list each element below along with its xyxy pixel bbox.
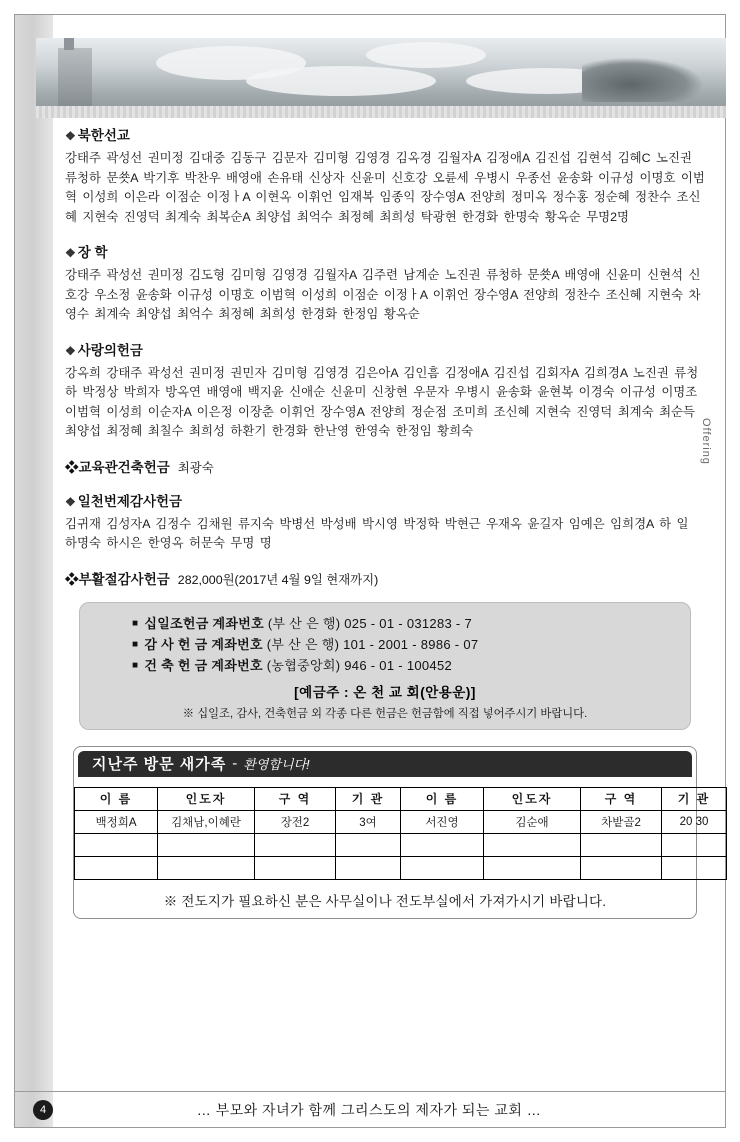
cell-org: 20 30 bbox=[662, 810, 727, 833]
account-bank: (부 산 은 행) bbox=[266, 636, 340, 652]
cell-name: 서진영 bbox=[401, 810, 484, 833]
account-number: 025 - 01 - 031283 - 7 bbox=[344, 615, 472, 631]
section-title-text: 교육관건축헌금 bbox=[78, 459, 170, 475]
account-line bbox=[94, 613, 676, 634]
table-row bbox=[75, 810, 727, 833]
column-header-name: 이 름 bbox=[75, 787, 158, 810]
diamond-bullet-icon: ❖ bbox=[65, 494, 76, 509]
visitors-header-title: 지난주 방문 새가족 bbox=[92, 756, 227, 773]
section-names: 강태주 곽성선 권미정 김도형 김미형 김영경 김월자A 김주련 남계순 노진권 류청하 문쑛A 배영애 신윤미 신현석 신호강 우소정 윤송화 이규성 이명호 이범혁 이성희 이점순 이정ㅏA 이휘언 장수영A 전양희 정찬수 조신혜 지현숙 차영수 최계숙 최양섭 최억수 최정혜 최희성 한경화 한정임 황옥순 bbox=[65, 268, 701, 321]
diamond-bullet-icon: ❖ bbox=[65, 129, 76, 143]
section-title-text: 부활절감사헌금 bbox=[78, 571, 170, 587]
cell-org bbox=[662, 833, 727, 856]
section-value: 282,000원(2017년 4월 9일 현재까지) bbox=[177, 572, 379, 587]
account-number: 946 - 01 - 100452 bbox=[344, 657, 453, 673]
cell-name bbox=[401, 833, 484, 856]
section-title-text: 일천번제감사헌금 bbox=[77, 493, 183, 509]
section-title bbox=[65, 339, 705, 359]
offering-side-label: Offering bbox=[700, 418, 712, 465]
visitors-header-dash: - bbox=[232, 755, 238, 772]
cell-guide: 김순애 bbox=[484, 810, 581, 833]
section-value: 최광숙 bbox=[177, 460, 214, 475]
section-title-text: 장 학 bbox=[77, 245, 108, 260]
account-label: 건 축 헌 금 계좌번호 bbox=[144, 657, 263, 673]
column-header-org: 기 관 bbox=[336, 787, 401, 810]
table-row bbox=[75, 856, 727, 879]
cell-name bbox=[75, 856, 158, 879]
left-decorative-band bbox=[15, 15, 53, 1127]
cell-zone bbox=[255, 833, 336, 856]
cell-guide: 김채남,이혜란 bbox=[158, 810, 255, 833]
section-easter-offering bbox=[65, 568, 705, 588]
page-number-badge: 4 bbox=[33, 1100, 53, 1120]
footer-divider bbox=[15, 1091, 726, 1092]
dark-cloud-shape bbox=[582, 58, 702, 102]
account-note: ※ 십일조, 감사, 건축헌금 외 각종 다른 헌금은 헌금함에 직접 넣어주시기 바랍니다. bbox=[182, 707, 588, 720]
page-footer bbox=[15, 1096, 725, 1124]
account-info-box bbox=[79, 602, 691, 730]
visitors-header-script: 환영합니다! bbox=[243, 757, 310, 772]
section-title bbox=[65, 124, 705, 144]
account-label: 감 사 헌 금 계좌번호 bbox=[144, 636, 263, 652]
column-header-org: 기 관 bbox=[662, 787, 727, 810]
section-love-offering bbox=[65, 339, 705, 442]
cell-name bbox=[75, 833, 158, 856]
table-row bbox=[75, 833, 727, 856]
cell-guide bbox=[158, 856, 255, 879]
cell-name: 백정희A bbox=[75, 810, 158, 833]
cell-zone bbox=[581, 856, 662, 879]
cell-org bbox=[662, 856, 727, 879]
column-header-zone: 구 역 bbox=[581, 787, 662, 810]
square-bullet-icon: ■ bbox=[132, 638, 139, 650]
account-number: 101 - 2001 - 8986 - 07 bbox=[343, 636, 479, 652]
diamond-bullet-icon: ❖ bbox=[65, 246, 76, 260]
section-title bbox=[65, 456, 705, 476]
cell-zone: 장전2 bbox=[255, 810, 336, 833]
header-hatch-strip bbox=[36, 106, 726, 118]
visitors-note: ※ 전도지가 필요하신 분은 사무실이나 전도부실에서 가져가시기 바랍니다. bbox=[163, 893, 607, 909]
account-bank: (농협중앙회) bbox=[266, 657, 341, 673]
diamond-bullet-icon: ❖ bbox=[65, 571, 79, 587]
section-names: 김귀재 김성자A 김정수 김채원 류지숙 박병선 박성배 박시영 박정학 박현근 우재옥 윤길자 임예은 임희경A 하 일 하명숙 하시은 한영옥 허문숙 무명 명 bbox=[65, 516, 689, 550]
cell-zone: 차밭골2 bbox=[581, 810, 662, 833]
section-names: 강옥희 강태주 곽성선 권미정 권민자 김미형 김영경 김은아A 김인흠 김정애A 김진섭 김회자A 김희경A 노진권 류청하 박정상 박희자 방옥연 배영애 백지윤 신애순 신윤미 신창현 우문자 우병시 윤송화 윤현복 이경숙 이규성 이명조 이범혁 이성희 이순자A 이은정 이장춘 이휘언 장수영A 전양희 정순점 조미희 조신혜 지현숙 진영덕 최계숙 최순득 최양섭 최정혜 최칠수 최희성 하환기 한경화 한난영 한영숙 한정임 황희숙 bbox=[65, 365, 699, 438]
square-bullet-icon: ■ bbox=[132, 617, 139, 629]
footer-slogan: … 부모와 자녀가 함께 그리스도의 제자가 되는 교회 … bbox=[196, 1102, 542, 1118]
cell-name bbox=[401, 856, 484, 879]
column-header-guide: 인도자 bbox=[484, 787, 581, 810]
column-header-name: 이 름 bbox=[401, 787, 484, 810]
column-header-guide: 인도자 bbox=[158, 787, 255, 810]
cell-zone bbox=[581, 833, 662, 856]
cell-guide bbox=[158, 833, 255, 856]
section-education-building-offering bbox=[65, 456, 705, 476]
visitors-header bbox=[78, 751, 692, 777]
column-header-zone: 구 역 bbox=[255, 787, 336, 810]
section-scholarship bbox=[65, 241, 705, 325]
cell-guide bbox=[484, 856, 581, 879]
content-card bbox=[53, 118, 718, 1078]
account-bank: (부 산 은 행) bbox=[267, 615, 341, 631]
section-title bbox=[65, 568, 705, 588]
section-north-korea-mission bbox=[65, 124, 705, 227]
section-names: 강태주 곽성선 권미정 김대중 김동구 김문자 김미형 김영경 김옥경 김월자A 김정애A 김진섭 김현석 김혜C 노진권 류청하 문쑛A 박기후 박찬우 배영애 손유태 신상자 신윤미 신호강 오륜세 우병시 우종선 윤송화 이규성 이명호 이범혁 이성희 이은라 이점순 이정ㅏA 이현옥 이휘언 임재복 임종익 장수영A 전양희 정미옥 정수홍 정순혜 정찬수 조신혜 지현숙 진영덕 최계숙 최복순A 최양섭 최억수 최정혜 최희성 탁광현 한경화 한명숙 황옥순 무명2명 bbox=[65, 151, 705, 224]
cell-zone bbox=[255, 856, 336, 879]
section-title bbox=[65, 241, 705, 261]
account-depositor: [예금주 : 온 천 교 회(안용운)] bbox=[294, 684, 476, 700]
account-label: 십일조헌금 계좌번호 bbox=[144, 615, 264, 631]
section-title bbox=[65, 490, 705, 510]
cell-org bbox=[336, 833, 401, 856]
square-bullet-icon: ■ bbox=[132, 659, 139, 671]
cloud-shape bbox=[246, 66, 436, 96]
cell-guide bbox=[484, 833, 581, 856]
visitors-table bbox=[74, 787, 727, 880]
section-thousand-offering bbox=[65, 490, 705, 554]
table-header-row bbox=[75, 787, 727, 810]
diamond-bullet-icon: ❖ bbox=[65, 459, 79, 475]
cell-org bbox=[336, 856, 401, 879]
header-photo-band bbox=[36, 38, 726, 116]
cell-org: 3여 bbox=[336, 810, 401, 833]
account-line bbox=[94, 634, 676, 655]
account-line bbox=[94, 655, 676, 676]
cloud-shape bbox=[366, 42, 486, 68]
section-title-text: 사랑의헌금 bbox=[77, 342, 143, 358]
new-family-visitors-panel bbox=[73, 746, 711, 919]
diamond-bullet-icon: ❖ bbox=[65, 343, 76, 358]
section-title-text: 북한선교 bbox=[77, 128, 130, 143]
